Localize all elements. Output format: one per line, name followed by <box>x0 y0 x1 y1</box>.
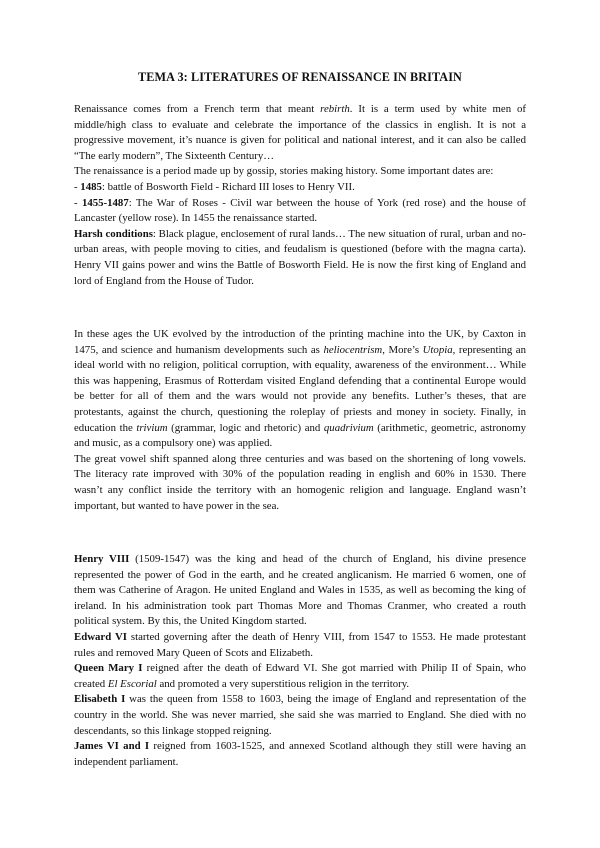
page-title: TEMA 3: LITERATURES OF RENAISSANCE IN BRITAIN <box>138 70 462 84</box>
rebirth-term: rebirth <box>320 103 350 115</box>
intro-paragraph: Renaissance comes from a French term that meant rebirth. It is a term used by white men of middle/high class to evaluate and celebrate the importance of the classics in english. It is not a progressive movement, it’s nuance is given for political and national interest, and it can also be called “The early modern”, The Sixteenth Century… <box>74 103 526 162</box>
ages-paragraph: In these ages the UK evolved by the introduction of the printing machine into the UK, by Caxton in 1475, and science and humanism developments such as heliocentrism, More’s Utopia, representing an ideal world with no religion, political corruption, with equality, awareness of the environment… While this was happening, Erasmus of Rotterdam visited England defending that a continental Europe would be better for all of them and the wars would not provide any benefits. Luther’s theses, that are protestants, against the church, questioning the roleplay of priests and money in society. Finally, in education the trivium (grammar, logic and rhetoric) and quadrivium (arithmetic, geometric, astronomy and music, as a compulsory one) was applied. <box>74 328 526 450</box>
harsh-conditions-label: Harsh conditions <box>74 227 153 240</box>
date-1455-1487: 1455-1487 <box>81 196 129 209</box>
james-name: James VI and I <box>74 740 150 753</box>
quadrivium-term: quadrivium <box>323 421 374 434</box>
utopia-term: Utopia <box>422 343 453 356</box>
edward-vi-paragraph: Edward VI started governing after the death of Henry VIII, from 1547 to 1553. He made protestant rules and removed Mary Queen of Scots and Elizabeth. <box>74 630 526 659</box>
date-item-1485: - 1485: battle of Bosworth Field - Richard III loses to Henry VII. <box>74 180 355 193</box>
queen-mary-name: Queen Mary I <box>74 662 143 675</box>
date-item-1455: - 1455-1487: The War of Roses - Civil war between the house of York (red rose) and the house of Lancaster (yellow rose). In 1455 the renaissance started. <box>74 196 527 225</box>
el-escorial-term: El Escorial <box>107 677 157 690</box>
elisabeth-i-paragraph: Elisabeth I was the queen from 1558 to 1603, being the image of England and representation of the country in the world. She was never married, she said she was married to England. She died with no descendants, so this linkage stopped reigning. <box>74 693 526 737</box>
henry-viii-name: Henry VIII <box>74 553 130 565</box>
heliocentrism-term: heliocentrism <box>323 343 383 356</box>
ages-section <box>74 327 526 514</box>
elisabeth-i-name: Elisabeth I <box>74 693 126 706</box>
dates-intro: The renaissance is a period made up by gossip, stories making history. Some important dates are: <box>74 165 494 178</box>
trivium-term: trivium <box>136 421 168 434</box>
queen-mary-paragraph: Queen Mary I reigned after the death of Edward VI. She got married with Philip II of Spain, who created El Escorial and promoted a very superstitious religion in the territory. <box>74 662 527 690</box>
date-1485: 1485 <box>80 180 102 193</box>
vowel-shift-paragraph: The great vowel shift spanned along three centuries and was based on the shortening of long vowels. The literacy rate improved with 30% of the population reading in english and 60% in 1530. There wasn’t any conflict inside the territory with an homogenic religion and language. England wasn’t important, but wanted to have power in the sea. <box>74 452 526 512</box>
james-paragraph: James VI and I reigned from 1603-1525, and annexed Scotland although they still were having an independent parliament. <box>74 740 526 768</box>
harsh-conditions-paragraph: Harsh conditions: Black plague, enclosement of rural lands… The new situation of rural, urban and no-urban areas, with people moving to cities, and feudalism is questioned (before with the magna carta). Henry VII gains power and wins the Battle of Bosworth Field. He is now the first king of England and lord of England from the House of Tudor. <box>74 227 526 287</box>
monarchs-section <box>74 552 526 770</box>
henry-viii-paragraph: Henry VIII (1509-1547) was the king and head of the church of England, his divine presence represented the power of God in the earth, and he created anglicanism. He married 6 women, one of them was Catherine of Aragon. He united England and Wales in 1535, as well as becoming the king of ireland. In his administration took part Thomas More and Thomas Cranmer, who created a routh political system. By this, the United Kingdom started. <box>74 553 526 628</box>
edward-vi-name: Edward VI <box>74 630 127 643</box>
intro-section <box>74 102 526 289</box>
